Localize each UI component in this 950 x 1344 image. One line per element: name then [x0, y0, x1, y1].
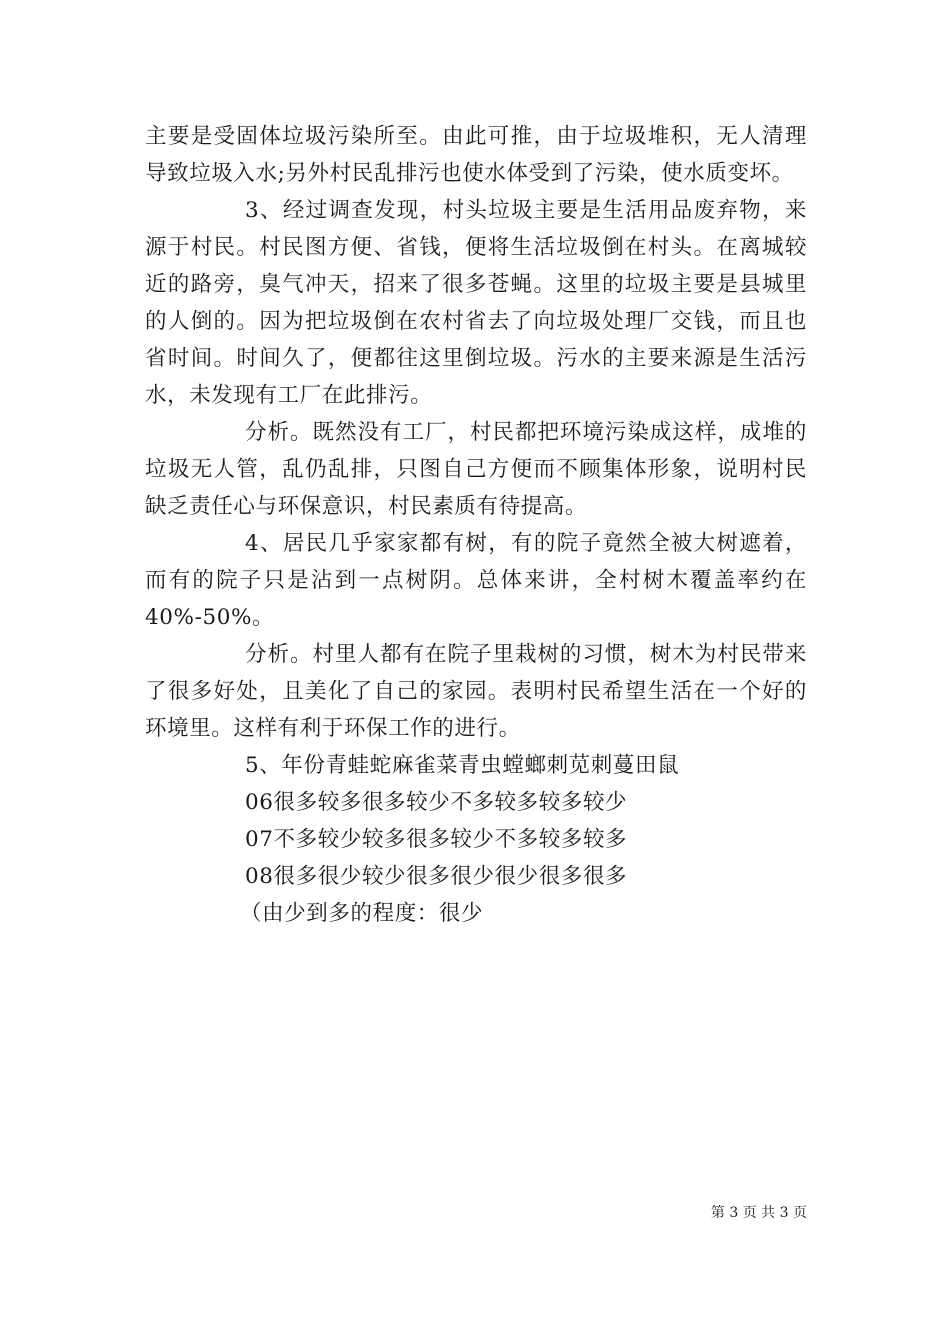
- paragraph-water-pollution: 主要是受固体垃圾污染所至。由此可推，由于垃圾堆积，无人清理导致垃圾入水;另外村民乱排污也使水体受到了污染，使水质变坏。: [145, 124, 807, 186]
- table-row: 08很多很少较少很多很少很少很多很多: [245, 864, 628, 889]
- table-row: 07不多较少较多很多较少不多较多较多: [245, 827, 628, 852]
- table-row: 06很多较多很多较少不多较多较多较少: [245, 790, 628, 815]
- degree-note: （由少到多的程度：很少: [240, 901, 484, 926]
- paragraph-analysis-responsibility: 分析。既然没有工厂，村民都把环境污染成这样，成堆的垃圾无人管，乱仍乱排，只图自己方便而不顾集体形象，说明村民缺乏责任心与环保意识，村民素质有待提高。: [145, 420, 807, 519]
- page-number-footer: 第 3 页 共 3 页: [710, 1205, 807, 1221]
- paragraph-village-garbage: 3、经过调查发现，村头垃圾主要是生活用品废弃物，来源于村民。村民图方便、省钱，便将生活垃圾倒在村头。在离城较近的路旁，臭气冲天，招来了很多苍蝇。这里的垃圾主要是县城里的人倒的。因为把垃圾倒在农村省去了向垃圾处理厂交钱，而且也省时间。时间久了，便都往这里倒垃圾。污水的主要来源是生活污水，未发现有工厂在此排污。: [145, 198, 807, 408]
- table-header-row: 5、年份青蛙蛇麻雀菜青虫螳螂刺苋刺蔓田鼠: [245, 753, 680, 778]
- paragraph-analysis-trees: 分析。村里人都有在院子里栽树的习惯，树木为村民带来了很多好处，且美化了自己的家园。表明村民希望生活在一个好的环境里。这样有利于环保工作的进行。: [145, 642, 807, 741]
- paragraph-tree-coverage: 4、居民几乎家家都有树，有的院子竟然全被大树遮着，而有的院子只是沾到一点树阴。总体来讲，全村树木覆盖率约在40%-50%。: [145, 531, 807, 630]
